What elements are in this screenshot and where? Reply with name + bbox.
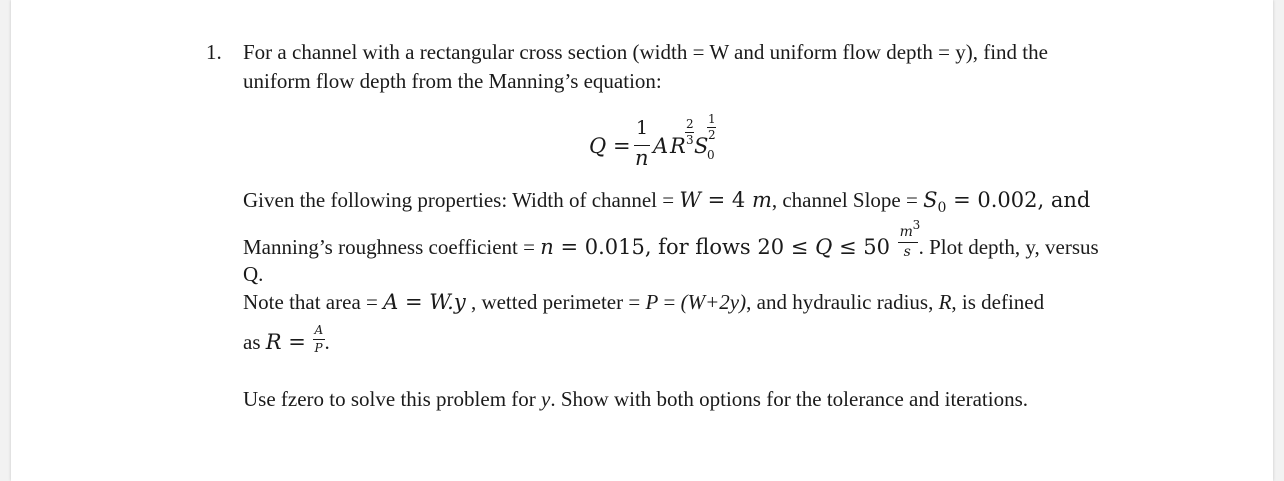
eq-R-exp-num: 2 [686, 117, 694, 131]
problem-number: 1. [206, 40, 222, 64]
note-text-e: , is defined [951, 290, 1045, 314]
eq-S-sub: 0 [707, 148, 715, 162]
final-line [243, 389, 1028, 410]
note-frac [313, 323, 325, 357]
final-text-b: . Show with both options for the tolerance and iterations. [550, 387, 1029, 411]
note-text-b: , wetted perimeter = [465, 290, 646, 314]
given-text-a: Given the following properties: Width of channel = [243, 188, 680, 212]
given-W-value: = 4 [700, 188, 752, 212]
eq-equals: = [613, 134, 631, 158]
given-S: S [923, 188, 938, 212]
eq-S-exp-num: 1 [708, 112, 716, 126]
note-A: A [383, 290, 399, 314]
final-y: y [541, 387, 551, 411]
given-text-f: ≤ 50 [832, 234, 897, 259]
manning-equation [589, 112, 729, 170]
intro-line-2: uniform flow depth from the Manning’s equation: [243, 69, 662, 93]
note-R: R [938, 290, 952, 314]
given-line-1 [243, 190, 1090, 215]
eq-A: A [653, 134, 669, 158]
given-unit-bar [898, 242, 918, 243]
eq-R-exp-den: 3 [686, 133, 694, 147]
eq-S-exp-den: 2 [708, 128, 716, 142]
document-page [11, 0, 1273, 481]
given-unit-s: s [903, 244, 911, 260]
eq-R: R [670, 134, 686, 158]
given-text-g: . Plot depth, y, versus [918, 234, 1099, 259]
given-unit-m: m [899, 224, 913, 240]
note-text-c: = [658, 290, 681, 314]
note-line-1 [243, 292, 1044, 313]
note-frac-A: A [314, 323, 324, 337]
given-S-sub: 0 [937, 200, 947, 217]
note-period: . [324, 329, 330, 354]
given-line-3: Q. [243, 262, 264, 286]
note-P-expr: (W+2y) [680, 290, 747, 314]
given-unit-exp: 3 [912, 218, 921, 232]
given-m: m [751, 188, 772, 212]
given-Q: Q [815, 234, 833, 259]
eq-frac-den: n [635, 146, 649, 170]
note-line-2 [243, 323, 330, 361]
intro-line-1: For a channel with a rectangular cross section (width = W and uniform flow depth = y), find the [243, 40, 1048, 64]
given-text-d: Manning’s roughness coefficient = [243, 234, 541, 259]
final-text-a: Use fzero to solve this problem for [243, 387, 542, 411]
note-R2: R [265, 329, 282, 354]
note-as: as [243, 329, 266, 354]
note-P: P [645, 290, 659, 314]
eq-S: S [694, 134, 709, 158]
given-text-b: , channel Slope = [771, 188, 924, 212]
given-W: W [679, 188, 701, 212]
note-frac-bar [313, 339, 325, 340]
note-Wy: W.y [429, 290, 466, 314]
given-line-2 [243, 218, 1099, 269]
eq-Q: Q [589, 134, 607, 158]
note-frac-P: P [314, 341, 323, 355]
note-eq2: = [281, 329, 313, 354]
given-unit-frac [897, 218, 921, 263]
given-text-e: = 0.015, for flows 20 ≤ [553, 234, 816, 259]
note-eq: = [398, 290, 430, 314]
eq-frac-num: 1 [636, 117, 649, 139]
note-text-d: , and hydraulic radius, [746, 290, 939, 314]
given-text-c: = 0.002, and [946, 188, 1091, 212]
note-text-a: Note that area = [243, 290, 384, 314]
given-n: n [540, 234, 554, 259]
